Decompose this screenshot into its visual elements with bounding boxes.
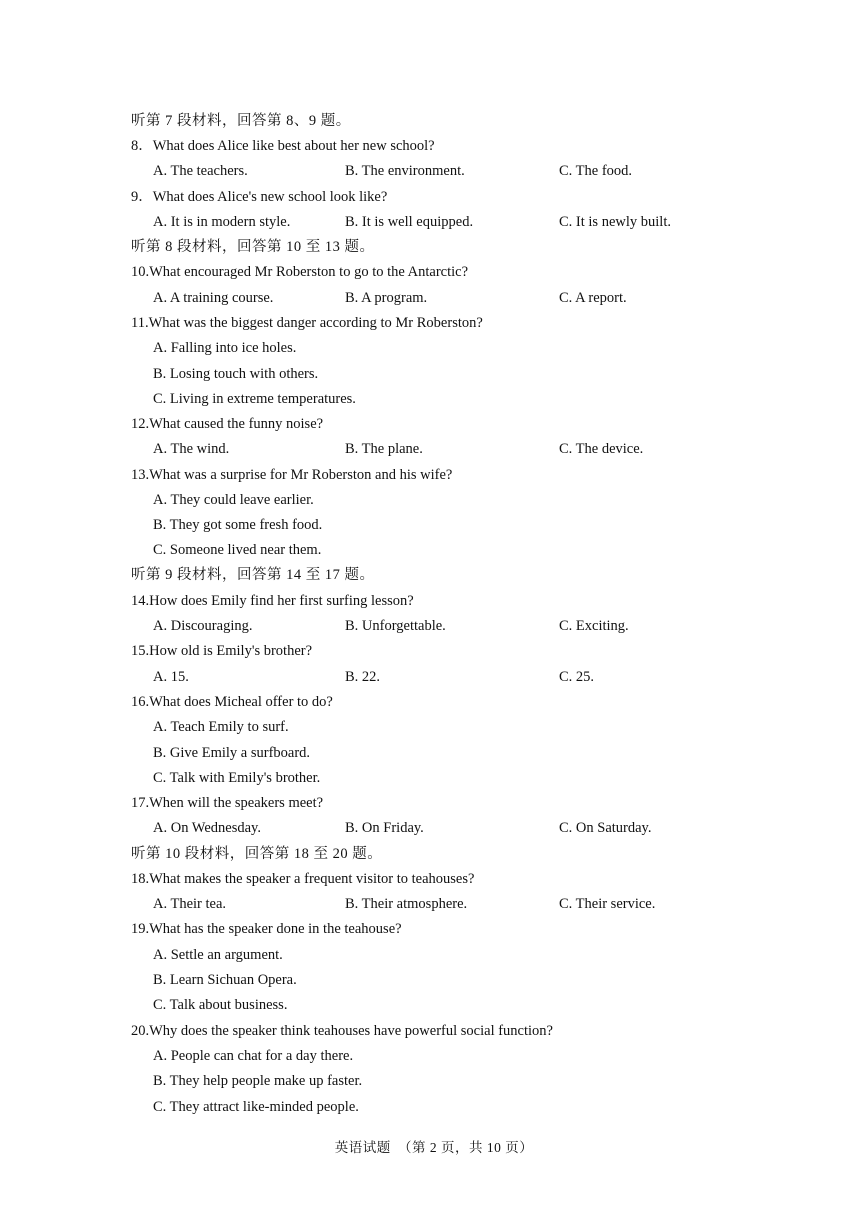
option-a: A. People can chat for a day there. <box>153 1048 354 1064</box>
question-stem: 14.How does Emily find her first surfing lesson? <box>131 593 414 609</box>
options-row <box>0 816 868 841</box>
option-c: C. The device. <box>559 441 644 457</box>
option-b: B. Learn Sichuan Opera. <box>153 972 297 988</box>
option-b: B. They help people make up faster. <box>153 1073 363 1089</box>
option-b: B. It is well equipped. <box>345 214 474 230</box>
option-row <box>0 538 868 563</box>
question-stem: 9．What does Alice's new school look like? <box>131 189 388 205</box>
option-a: A. 15. <box>153 669 189 685</box>
option-a: A. A training course. <box>153 290 274 306</box>
option-row <box>0 968 868 993</box>
option-b: B. Losing touch with others. <box>153 366 319 382</box>
option-a: A. Teach Emily to surf. <box>153 719 289 735</box>
option-row <box>0 766 868 791</box>
option-c: C. Talk about business. <box>153 997 288 1013</box>
question-stem: 18.What makes the speaker a frequent visitor to teahouses? <box>131 871 475 887</box>
option-c: C. Living in extreme temperatures. <box>153 391 356 407</box>
option-c: C. Someone lived near them. <box>153 542 322 558</box>
option-row <box>0 513 868 538</box>
option-row <box>0 488 868 513</box>
question-stem: 20.Why does the speaker think teahouses have powerful social function? <box>131 1023 553 1039</box>
option-c: C. It is newly built. <box>559 214 671 230</box>
option-row <box>0 741 868 766</box>
option-row <box>0 336 868 361</box>
question-stem: 15.How old is Emily's brother? <box>131 643 313 659</box>
options-row <box>0 437 868 462</box>
option-a: A. Discouraging. <box>153 618 253 634</box>
question-stem: 8．What does Alice like best about her new school? <box>131 138 435 154</box>
section-heading: 听第 7 段材料，回答第 8、9 题。 <box>131 113 351 129</box>
question-stem: 19.What has the speaker done in the teahouse? <box>131 921 402 937</box>
option-row <box>0 715 868 740</box>
question-stem: 17.When will the speakers meet? <box>131 795 324 811</box>
options-row <box>0 159 868 184</box>
question-stem: 10.What encouraged Mr Roberston to go to the Antarctic? <box>131 264 469 280</box>
option-a: A. Their tea. <box>153 896 227 912</box>
options-row <box>0 614 868 639</box>
section-heading: 听第 8 段材料，回答第 10 至 13 题。 <box>131 239 375 255</box>
option-b: B. They got some fresh food. <box>153 517 323 533</box>
option-c: C. On Saturday. <box>559 820 652 836</box>
option-row <box>0 1095 868 1120</box>
option-a: A. Falling into ice holes. <box>153 340 297 356</box>
option-b: B. Unforgettable. <box>345 618 446 634</box>
option-row <box>0 993 868 1018</box>
section-heading: 听第 10 段材料，回答第 18 至 20 题。 <box>131 846 383 862</box>
option-row <box>0 1044 868 1069</box>
option-a: A. Settle an argument. <box>153 947 283 963</box>
option-b: B. Their atmosphere. <box>345 896 468 912</box>
option-b: B. The plane. <box>345 441 423 457</box>
option-row <box>0 362 868 387</box>
option-c: C. The food. <box>559 163 633 179</box>
option-c: C. 25. <box>559 669 595 685</box>
option-a: A. The wind. <box>153 441 230 457</box>
option-c: C. Talk with Emily's brother. <box>153 770 321 786</box>
options-row <box>0 665 868 690</box>
option-b: B. 22. <box>345 669 381 685</box>
question-stem: 13.What was a surprise for Mr Roberston and his wife? <box>131 467 453 483</box>
options-row <box>0 286 868 311</box>
question-stem: 16.What does Micheal offer to do? <box>131 694 333 710</box>
option-b: B. A program. <box>345 290 428 306</box>
option-a: A. They could leave earlier. <box>153 492 314 508</box>
option-row <box>0 1069 868 1094</box>
option-b: B. Give Emily a surfboard. <box>153 745 311 761</box>
page-footer: 英语试题 （第 2 页，共 10 页） <box>334 1140 534 1155</box>
option-a: A. It is in modern style. <box>153 214 291 230</box>
option-c: C. Exciting. <box>559 618 629 634</box>
option-row <box>0 943 868 968</box>
options-row <box>0 892 868 917</box>
question-stem: 12.What caused the funny noise? <box>131 416 324 432</box>
option-c: C. A report. <box>559 290 627 306</box>
option-a: A. On Wednesday. <box>153 820 261 836</box>
option-c: C. They attract like-minded people. <box>153 1099 359 1115</box>
option-b: B. On Friday. <box>345 820 424 836</box>
section-heading: 听第 9 段材料，回答第 14 至 17 题。 <box>131 567 375 583</box>
question-stem: 11.What was the biggest danger according to Mr Roberston? <box>131 315 483 331</box>
option-c: C. Their service. <box>559 896 656 912</box>
option-a: A. The teachers. <box>153 163 248 179</box>
option-b: B. The environment. <box>345 163 465 179</box>
option-row <box>0 387 868 412</box>
options-row <box>0 210 868 235</box>
